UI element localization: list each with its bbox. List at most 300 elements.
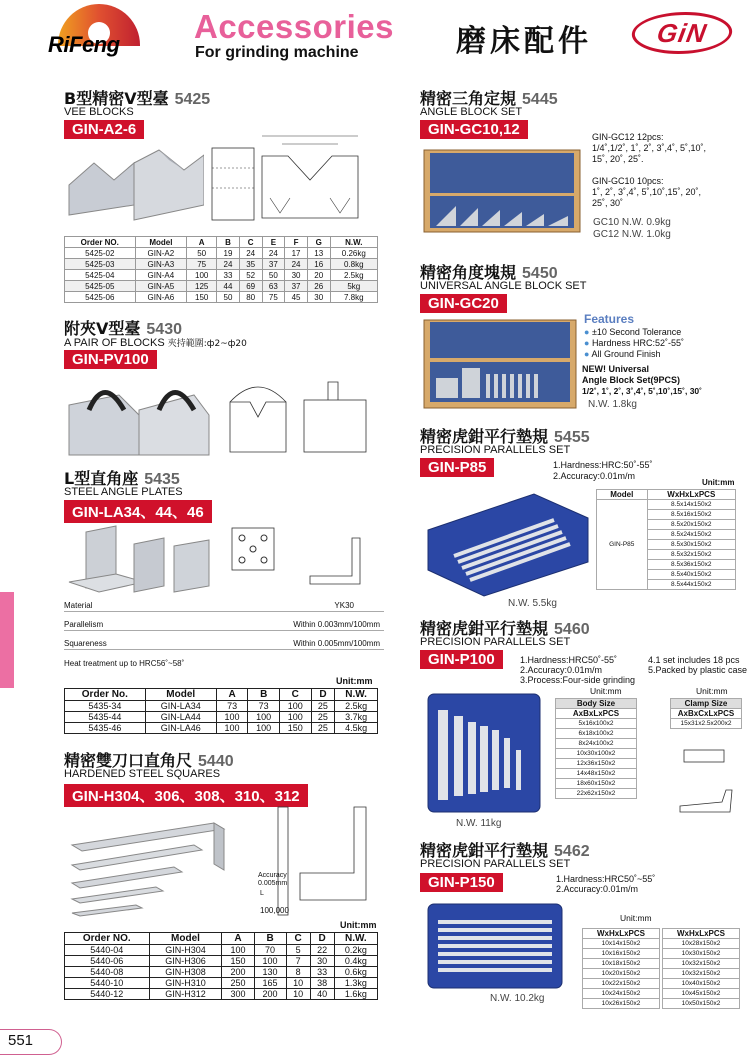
h-title: 精密雙刀口直角尺 5440	[64, 751, 234, 770]
la-cell: GIN-LA46	[145, 723, 216, 734]
p150-cell: 10x20x150x2	[583, 969, 660, 979]
vee-cell: GIN-A4	[135, 270, 187, 281]
h-cell: 0.2kg	[334, 945, 377, 956]
la-th: B	[248, 689, 280, 701]
vee-cell: 75	[262, 292, 285, 303]
h-cell: 10	[286, 978, 310, 989]
p100-badge: GIN-P100	[420, 650, 503, 669]
table-row	[65, 248, 378, 259]
gc20-box-photo	[422, 318, 577, 410]
la-badge: GIN-LA34、44、46	[64, 500, 212, 523]
p85-th-size: WxHxLxPCS	[647, 490, 735, 500]
la-title: L型直角座 5435	[64, 469, 180, 488]
table-row	[65, 978, 378, 989]
h-cell: 130	[254, 967, 286, 978]
h-cell: 7	[286, 956, 310, 967]
h-cell: 38	[310, 978, 334, 989]
h-cell: 5440-10	[65, 978, 150, 989]
la-cell: 25	[311, 723, 335, 734]
p85-model-cell: GIN-P85	[597, 500, 648, 590]
la-th: Order No.	[65, 689, 146, 701]
la-th: D	[311, 689, 335, 701]
la-subtitle: STEEL ANGLE PLATES	[64, 486, 183, 498]
h-unit: Unit:mm	[340, 920, 377, 930]
p150-unit: Unit:mm	[620, 913, 652, 923]
vee-cell: 5kg	[330, 281, 377, 292]
brand-name: RiFeng	[48, 32, 120, 57]
table-row	[65, 712, 378, 723]
h-cell: 150	[222, 956, 254, 967]
vee-cell: 30	[307, 292, 330, 303]
h-cell: GIN-H308	[149, 967, 222, 978]
vee-th: G	[307, 237, 330, 248]
p100-clamp-drawing	[664, 740, 748, 820]
vee-cell: 125	[187, 281, 217, 292]
table-row	[65, 945, 378, 956]
gc-desc-6: 25˚, 30˚	[592, 198, 624, 208]
p150-cell: 10x50x150x2	[663, 999, 740, 1009]
h-cell: 33	[310, 967, 334, 978]
gc-nw-2: GC12 N.W. 1.0kg	[593, 229, 671, 240]
p150-cell: 10x26x150x2	[583, 999, 660, 1009]
table-row	[583, 969, 660, 979]
h-th: N.W.	[334, 933, 377, 945]
table-row	[583, 979, 660, 989]
h-cell: 5440-08	[65, 967, 150, 978]
vee-cell: 24	[239, 248, 262, 259]
table-row	[583, 989, 660, 999]
h-th: B	[254, 933, 286, 945]
h-hundred: 100,000	[260, 906, 289, 915]
page-number: 551	[8, 1032, 34, 1049]
h-th: Model	[149, 933, 222, 945]
p100-title: 精密虎鉗平行墊規 5460	[420, 619, 590, 638]
p85-size-cell: 8.5x32x150x2	[647, 550, 735, 560]
p100-clamp-row: 15x31x2.5x200x2	[671, 719, 742, 729]
la-cell: 2.5kg	[335, 701, 378, 712]
h-cell: 165	[254, 978, 286, 989]
table-row	[556, 749, 637, 759]
p100-body-table	[555, 698, 637, 799]
vee-th: C	[239, 237, 262, 248]
h-cell: GIN-H304	[149, 945, 222, 956]
p100-body-cell: 10x30x100x2	[556, 749, 637, 759]
vee-cell: 150	[187, 292, 217, 303]
table-row	[583, 939, 660, 949]
vee-block-photo	[64, 145, 204, 230]
h-square-photo	[64, 815, 264, 920]
gc-box-photo	[422, 148, 582, 234]
table-row	[556, 789, 637, 799]
p150-spec-2: 2.Accuracy:0.01m/m	[556, 884, 639, 894]
h-cell: 5440-06	[65, 956, 150, 967]
la-cell: 100	[248, 712, 280, 723]
p100-body-cell: 6x18x100x2	[556, 729, 637, 739]
vee-title: B型精密V型臺 5425	[64, 89, 211, 108]
p150-cell: 10x24x150x2	[583, 989, 660, 999]
h-cell: 30	[310, 956, 334, 967]
p85-size-cell: 8.5x16x150x2	[647, 510, 735, 520]
gc-desc-3: 15˚, 20˚, 25˚.	[592, 154, 644, 164]
h-cell: 300	[222, 989, 254, 1000]
p150-th-2: WxHxLxPCS	[663, 929, 740, 939]
table-row	[663, 999, 740, 1009]
p100-body-cell: 5x16x100x2	[556, 719, 637, 729]
vee-cell: 19	[217, 248, 240, 259]
p150-badge: GIN-P150	[420, 873, 503, 892]
p150-cell: 10x32x150x2	[663, 959, 740, 969]
vee-cell: 33	[217, 270, 240, 281]
vee-cell: 37	[285, 281, 308, 292]
h-cell: 40	[310, 989, 334, 1000]
h-l-label: L	[260, 890, 264, 897]
h-table	[64, 932, 378, 1000]
vee-th: B	[217, 237, 240, 248]
p85-unit: Unit:mm	[702, 478, 735, 487]
p85-subtitle: PRECISION PARALLELS SET	[420, 444, 571, 456]
vee-cell: 24	[217, 259, 240, 270]
gc20-feature-2: ● Hardness HRC:52˚-55˚	[584, 338, 684, 348]
gc20-badge: GIN-GC20	[420, 294, 507, 313]
p85-title: 精密虎鉗平行墊規 5455	[420, 427, 590, 446]
page-subtitle: For grinding machine	[195, 44, 359, 61]
p150-cell: 10x32x150x2	[663, 969, 740, 979]
h-cell: 5	[286, 945, 310, 956]
vee-th: A	[187, 237, 217, 248]
vee-cell: 45	[285, 292, 308, 303]
p100-spec-2: 2.Accuracy:0.01m/m	[520, 665, 603, 675]
p100-clamp-size-head: Clamp Size	[671, 699, 742, 709]
gc20-features-title: Features	[584, 312, 635, 326]
gc-subtitle: ANGLE BLOCK SET	[420, 106, 523, 118]
vee-cell: 17	[285, 248, 308, 259]
p85-size-cell: 8.5x24x150x2	[647, 530, 735, 540]
la-cell: 3.7kg	[335, 712, 378, 723]
p100-subtitle: PRECISION PARALLELS SET	[420, 636, 571, 648]
page-title: Accessories	[194, 8, 394, 45]
p85-case-photo	[424, 490, 592, 600]
la-cell: 100	[248, 723, 280, 734]
p100-body-cell: 14x48x150x2	[556, 769, 637, 779]
p150-cell: 10x18x150x2	[583, 959, 660, 969]
table-row	[583, 949, 660, 959]
la-th: A	[216, 689, 248, 701]
vee-cell: GIN-A2	[135, 248, 187, 259]
la-cell: 5435-34	[65, 701, 146, 712]
la-cell: 100	[216, 723, 248, 734]
table-row	[663, 979, 740, 989]
vee-cell: 5425-02	[65, 248, 136, 259]
la-cell: 150	[279, 723, 311, 734]
table-row	[556, 719, 637, 729]
h-cell: 200	[254, 989, 286, 1000]
vee-cell: 50	[262, 270, 285, 281]
vee-cell: 7.8kg	[330, 292, 377, 303]
la-cell: GIN-LA44	[145, 712, 216, 723]
p100-spec-5: 5.Packed by plastic case	[648, 665, 748, 675]
table-row	[65, 989, 378, 1000]
gc20-new-2: Angle Block Set(9PCS)	[582, 375, 681, 385]
la-prop-heat: Heat treatment up to HRC56˚~58˚	[64, 659, 185, 668]
vee-table	[64, 236, 378, 303]
la-cell: 100	[279, 712, 311, 723]
la-cell: 5435-44	[65, 712, 146, 723]
p100-body-cell: 12x36x150x2	[556, 759, 637, 769]
gc20-title: 精密角度塊規 5450	[420, 263, 558, 282]
vee-cell: 52	[239, 270, 262, 281]
table-row	[65, 723, 378, 734]
vee-cell: GIN-A3	[135, 259, 187, 270]
p150-cell: 10x40x150x2	[663, 979, 740, 989]
vee-cell: 5425-06	[65, 292, 136, 303]
p85-table	[596, 489, 736, 590]
h-cell: 0.4kg	[334, 956, 377, 967]
page-title-cn: 磨床配件	[456, 24, 592, 59]
h-cell: 1.3kg	[334, 978, 377, 989]
vee-th: Order NO.	[65, 237, 136, 248]
vee-cell: 13	[307, 248, 330, 259]
la-th: N.W.	[335, 689, 378, 701]
vee-cell: 37	[262, 259, 285, 270]
table-row	[556, 769, 637, 779]
vee-cell: 44	[217, 281, 240, 292]
p100-case-photo	[424, 690, 544, 818]
p100-clamp-table	[670, 698, 742, 729]
vee-cell: 69	[239, 281, 262, 292]
table-row	[556, 759, 637, 769]
la-cell: 5435-46	[65, 723, 146, 734]
p150-cell: 10x30x150x2	[663, 949, 740, 959]
p100-clamp-col-head: AxBxCxLxPCS	[671, 709, 742, 719]
h-cell: GIN-H310	[149, 978, 222, 989]
la-cell: 73	[248, 701, 280, 712]
vee-cell: 24	[285, 259, 308, 270]
h-accuracy-value: 0.005mm	[258, 880, 288, 887]
gc-badge: GIN-GC10,12	[420, 120, 528, 139]
p100-body-unit: Unit:mm	[590, 686, 622, 696]
p85-th-model: Model	[597, 490, 648, 500]
h-cell: 70	[254, 945, 286, 956]
la-cell: 25	[311, 701, 335, 712]
gc20-new-1: NEW! Universal	[582, 364, 650, 374]
gc-desc-1: GIN-GC12 12pcs:	[592, 132, 664, 142]
gc20-subtitle: UNIVERSAL ANGLE BLOCK SET	[420, 280, 587, 292]
h-cell: 10	[286, 989, 310, 1000]
la-cell: 73	[216, 701, 248, 712]
vee-cell: 63	[262, 281, 285, 292]
gc-nw-1: GC10 N.W. 0.9kg	[593, 217, 671, 228]
vee-cell: 5425-05	[65, 281, 136, 292]
gin-logo-text: GiN	[654, 18, 710, 48]
p100-body-cell: 18x60x150x2	[556, 779, 637, 789]
p100-body-cell: 8x24x100x2	[556, 739, 637, 749]
p85-spec-2: 2.Accuracy:0.01m/m	[553, 471, 636, 481]
table-row	[65, 259, 378, 270]
p100-nw: N.W. 11kg	[456, 818, 502, 829]
pv-badge: GIN-PV100	[64, 350, 157, 369]
la-table	[64, 688, 378, 734]
h-cell: 100	[254, 956, 286, 967]
p100-body-size-head: Body Size	[556, 699, 637, 709]
h-th: A	[222, 933, 254, 945]
p100-clamp-unit: Unit:mm	[696, 686, 728, 696]
vee-th: N.W.	[330, 237, 377, 248]
p100-spec-3: 3.Process:Four-side grinding	[520, 675, 636, 685]
vee-cell: 20	[307, 270, 330, 281]
h-cell: 22	[310, 945, 334, 956]
p85-nw: N.W. 5.5kg	[508, 598, 557, 609]
table-row	[65, 292, 378, 303]
vee-cell: 30	[285, 270, 308, 281]
h-cell: 5440-12	[65, 989, 150, 1000]
h-accuracy: Accuracy	[258, 872, 287, 879]
table-row	[556, 739, 637, 749]
h-cell: 1.6kg	[334, 989, 377, 1000]
gc20-nw: N.W. 1.8kg	[588, 399, 637, 410]
la-th: C	[279, 689, 311, 701]
table-row	[583, 999, 660, 1009]
h-subtitle: HARDENED STEEL SQUARES	[64, 768, 221, 780]
p85-badge: GIN-P85	[420, 458, 494, 477]
pv-block-photo	[64, 370, 214, 460]
vee-cell: 50	[187, 248, 217, 259]
gc20-feature-1: ● ±10 Second Tolerance	[584, 327, 682, 337]
table-row	[583, 959, 660, 969]
vee-cell: 100	[187, 270, 217, 281]
la-prop-material: Material YK30	[64, 598, 384, 612]
h-cell: GIN-H306	[149, 956, 222, 967]
vee-cell: GIN-A6	[135, 292, 187, 303]
p150-cell: 10x45x150x2	[663, 989, 740, 999]
table-row	[65, 967, 378, 978]
p150-nw: N.W. 10.2kg	[490, 993, 545, 1004]
vee-th: Model	[135, 237, 187, 248]
vee-cell: 24	[262, 248, 285, 259]
h-th: D	[310, 933, 334, 945]
vee-cell: 35	[239, 259, 262, 270]
p150-spec-1: 1.Hardness:HRC50˚~55˚	[556, 874, 656, 884]
table-row	[65, 701, 378, 712]
p85-size-cell: 8.5x44x150x2	[647, 580, 735, 590]
table-row	[663, 939, 740, 949]
h-cell: GIN-H312	[149, 989, 222, 1000]
la-prop-parallelism: Parallelism Within 0.003mm/100mm	[64, 617, 384, 631]
h-cell: 100	[222, 945, 254, 956]
table-row	[65, 281, 378, 292]
h-cell: 5440-04	[65, 945, 150, 956]
table-row	[663, 949, 740, 959]
pv-title: 附夾V型臺 5430	[64, 319, 182, 338]
p100-body-col-head: AxBxLxPCS	[556, 709, 637, 719]
table-row	[556, 729, 637, 739]
la-prop-squareness: Squareness Within 0.005mm/100mm	[64, 636, 384, 650]
p150-title: 精密虎鉗平行墊規 5462	[420, 841, 590, 860]
la-cell: 4.5kg	[335, 723, 378, 734]
p85-size-cell: 8.5x36x150x2	[647, 560, 735, 570]
vee-cell: 26	[307, 281, 330, 292]
la-cell: 25	[311, 712, 335, 723]
la-plate-photo	[64, 522, 224, 600]
table-row	[65, 270, 378, 281]
p85-spec-1: 1.Hardness:HRC:50˚-55˚	[553, 460, 653, 470]
pv-block-drawing	[218, 372, 383, 462]
vee-cell: 80	[239, 292, 262, 303]
p150-case-photo	[424, 900, 566, 992]
h-th: C	[286, 933, 310, 945]
p100-spec-4: 4.1 set includes 18 pcs	[648, 655, 740, 665]
table-row	[597, 500, 736, 510]
table-row	[663, 969, 740, 979]
h-cell: 0.6kg	[334, 967, 377, 978]
p150-cell: 10x14x150x2	[583, 939, 660, 949]
la-cell: GIN-LA34	[145, 701, 216, 712]
vee-cell: 2.5kg	[330, 270, 377, 281]
p150-cell: 10x22x150x2	[583, 979, 660, 989]
vee-cell: GIN-A5	[135, 281, 187, 292]
h-cell: 200	[222, 967, 254, 978]
gc-title: 精密三角定規 5445	[420, 89, 558, 108]
gin-logo	[628, 12, 735, 54]
la-th: Model	[145, 689, 216, 701]
p85-size-cell: 8.5x14x150x2	[647, 500, 735, 510]
p100-spec-1: 1.Hardness:HRC50˚-55˚	[520, 655, 618, 665]
gc20-feature-3: ● All Ground Finish	[584, 349, 661, 359]
h-th: Order NO.	[65, 933, 150, 945]
p85-size-cell: 8.5x30x150x2	[647, 540, 735, 550]
gc20-new-3: 1/2˚, 1˚, 2˚, 3˚,4˚, 5˚,10˚,15˚, 30˚	[582, 386, 702, 396]
p100-body-cell: 22x62x150x2	[556, 789, 637, 799]
vee-badge: GIN-A2-6	[64, 120, 144, 139]
gc-desc-4: GIN-GC10 10pcs:	[592, 176, 664, 186]
side-tab	[0, 592, 14, 688]
p150-table-2	[662, 928, 740, 1009]
p150-subtitle: PRECISION PARALLELS SET	[420, 858, 571, 870]
p150-table-1	[582, 928, 660, 1009]
vee-cell: 5425-03	[65, 259, 136, 270]
p85-size-cell: 8.5x20x150x2	[647, 520, 735, 530]
h-cell: 8	[286, 967, 310, 978]
vee-cell: 0.8kg	[330, 259, 377, 270]
vee-block-drawing	[210, 128, 370, 228]
la-cell: 100	[279, 701, 311, 712]
vee-cell: 5425-04	[65, 270, 136, 281]
table-row	[65, 956, 378, 967]
h-square-drawing	[274, 805, 394, 917]
p150-cell: 10x28x150x2	[663, 939, 740, 949]
table-row	[663, 959, 740, 969]
la-plate-drawing	[228, 522, 388, 600]
vee-th: F	[285, 237, 308, 248]
vee-subtitle: VEE BLOCKS	[64, 106, 134, 118]
pv-subtitle: A PAIR OF BLOCKS 夾持範圍:ф2~ф20	[64, 337, 247, 349]
vee-th: E	[262, 237, 285, 248]
h-cell: 250	[222, 978, 254, 989]
p150-cell: 10x16x150x2	[583, 949, 660, 959]
vee-cell: 75	[187, 259, 217, 270]
table-row	[556, 779, 637, 789]
vee-cell: 16	[307, 259, 330, 270]
la-cell: 100	[216, 712, 248, 723]
gc-desc-5: 1˚, 2˚, 3˚,4˚, 5˚,10˚,15˚, 20˚,	[592, 187, 702, 197]
p150-th-1: WxHxLxPCS	[583, 929, 660, 939]
vee-cell: 50	[217, 292, 240, 303]
p85-size-cell: 8.5x40x150x2	[647, 570, 735, 580]
h-badge: GIN-H304、306、308、310、312	[64, 784, 308, 807]
la-unit: Unit:mm	[336, 676, 373, 686]
gc-desc-2: 1/4˚,1/2˚, 1˚, 2˚, 3˚,4˚, 5˚,10˚,	[592, 143, 707, 153]
vee-cell: 0.26kg	[330, 248, 377, 259]
table-row	[663, 989, 740, 999]
